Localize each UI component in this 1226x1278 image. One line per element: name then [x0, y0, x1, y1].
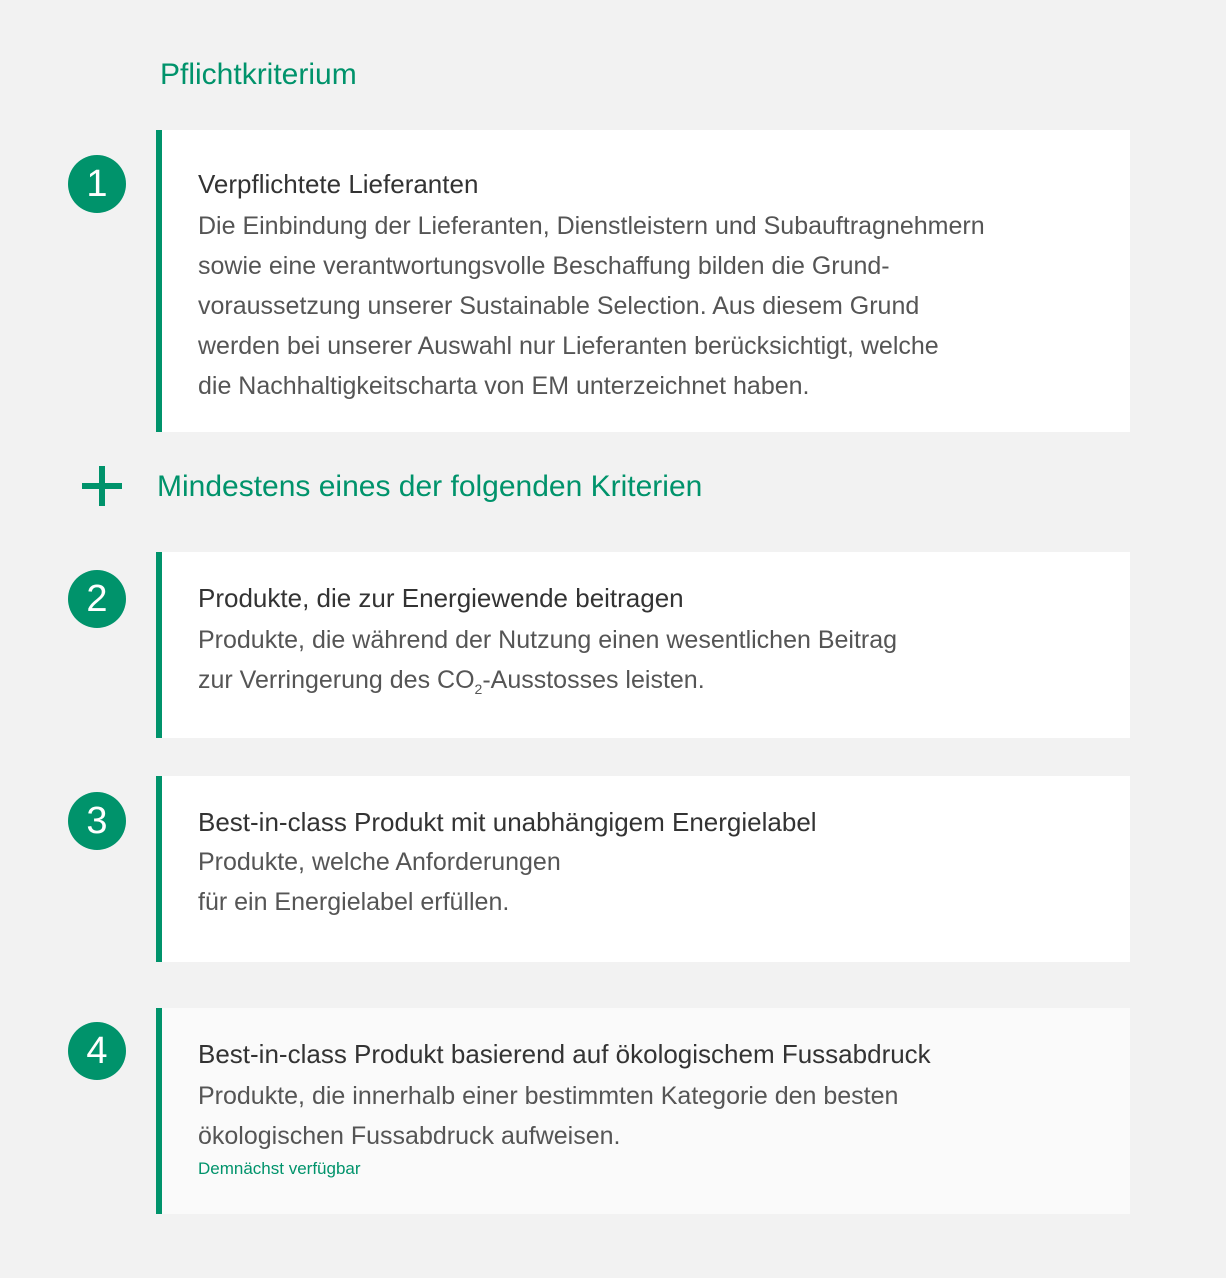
- coming-soon-note: Demnächst verfügbar: [198, 1159, 361, 1178]
- optional-criteria-heading: Mindestens eines der folgenden Kriterien: [157, 470, 703, 503]
- mandatory-criterion-heading: Pflichtkriterium: [160, 58, 357, 91]
- criterion-title: Best-in-class Produkt mit unabhängigem Energielabel: [198, 807, 817, 837]
- criterion-description: Die Einbindung der Lieferanten, Dienstleistern und Subauftragnehmern sowie eine verantwortungsvolle Beschaffung bilden die Grund- voraussetzung unserer Sustainable Selection. Aus diesem Grund werden bei unserer Auswahl nur Lieferanten berücksichtigt, welche die Nachhaltigkeitscharta von EM unterzeichnet haben.: [198, 212, 985, 400]
- plus-icon: [82, 466, 122, 506]
- criterion-card-suppliers: [156, 130, 1130, 432]
- criterion-description: Produkte, welche Anforderungen für ein Energielabel erfüllen.: [198, 848, 561, 916]
- criterion-card-ecological-footprint: [156, 1008, 1130, 1214]
- criterion-number-badge: 2: [68, 570, 126, 628]
- criterion-card-energy-label: [156, 776, 1130, 962]
- criterion-number-badge: 4: [68, 1022, 126, 1080]
- criterion-description: Produkte, die innerhalb einer bestimmten Kategorie den besten ökologischen Fussabdruck aufweisen.: [198, 1082, 899, 1150]
- criterion-title: Produkte, die zur Energiewende beitragen: [198, 583, 684, 613]
- criterion-number-badge: 3: [68, 792, 126, 850]
- criterion-card-energy-transition: [156, 552, 1130, 738]
- criterion-description: Produkte, die während der Nutzung einen wesentlichen Beitrag zur Verringerung des $CO_2$-Ausstosses leisten.: [198, 626, 898, 697]
- criterion-title: Best-in-class Produkt basierend auf ökologischem Fussabdruck: [198, 1039, 931, 1069]
- criterion-title: Verpflichtete Lieferanten: [198, 169, 479, 199]
- criterion-number-badge: 1: [68, 155, 126, 213]
